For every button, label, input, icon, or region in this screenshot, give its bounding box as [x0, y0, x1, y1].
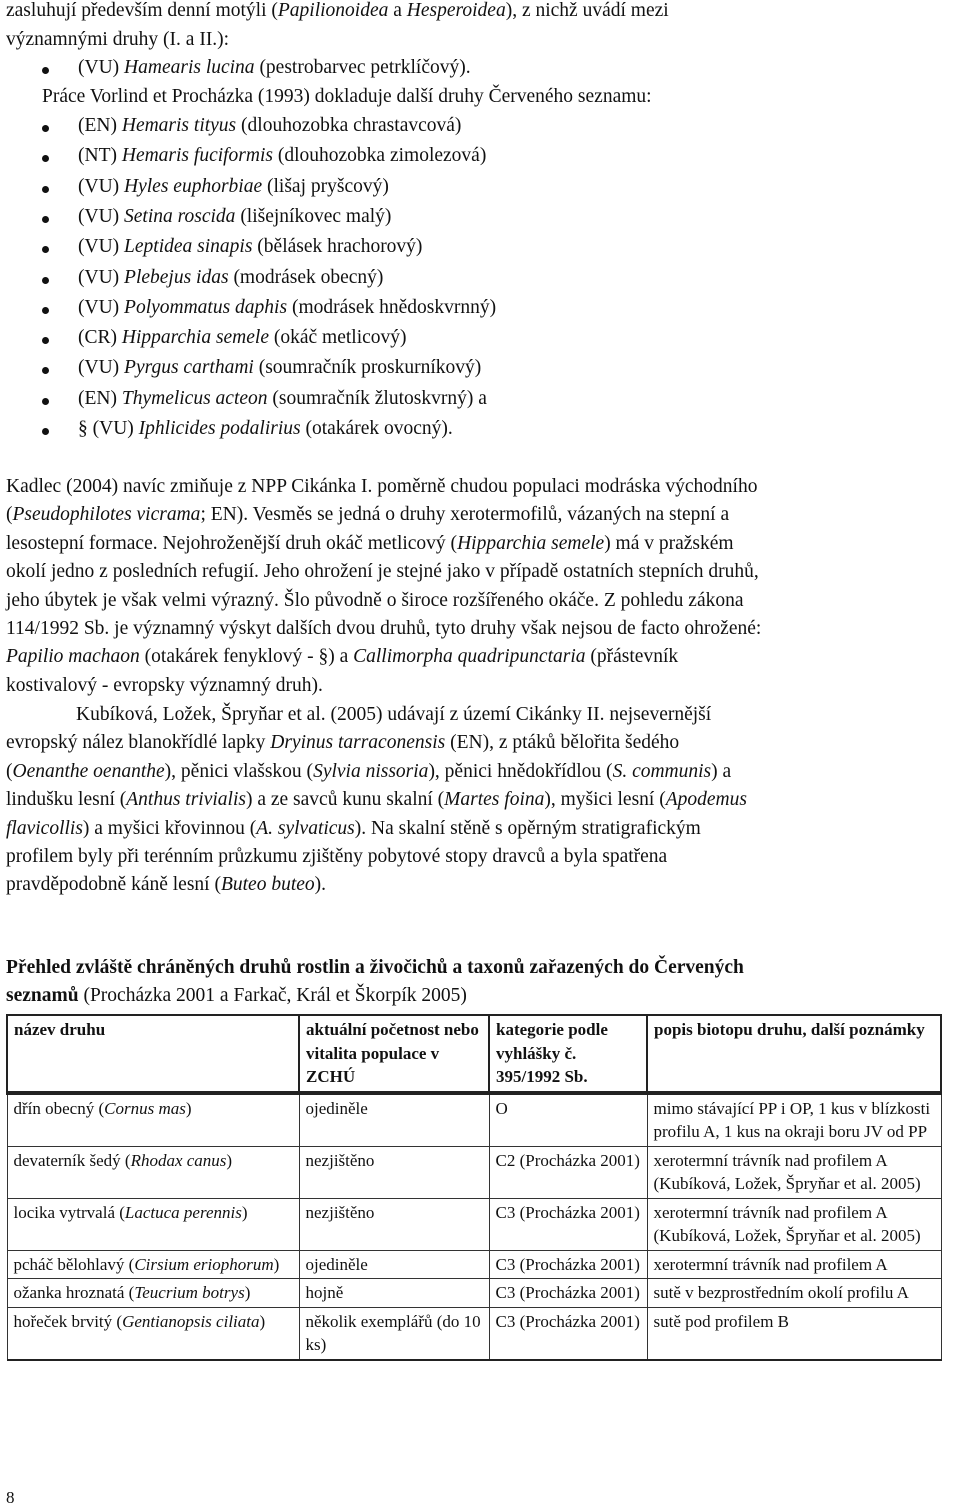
section-title-line-1: Přehled zvláště chráněných druhů rostlin a živočichů a taxonů zařazených do Červených [6, 957, 744, 978]
table-row [7, 1250, 941, 1279]
species-item: § (VU) Iphlicides podalirius (otakárek ovocný). [78, 418, 453, 439]
header-name: název druhu [7, 1015, 299, 1093]
bullet-dot [42, 246, 49, 253]
cell-notes: sutě v bezprostředním okolí profilu A [647, 1279, 941, 1308]
species-item: (EN) Hemaris tityus (dlouhozobka chrastavcová) [78, 115, 462, 136]
intro-line-2: významnými druhy (I. a II.): [6, 29, 230, 50]
bullet-dot [42, 216, 49, 223]
species-item: (EN) Thymelicus acteon (soumračník žlutoskvrný) a [78, 387, 487, 409]
vorlind-line: Práce Vorlind et Procházka (1993) dokladuje další druhy Červeného seznamu: [42, 86, 652, 107]
table-row [7, 1146, 941, 1198]
cell-abundance: několik exemplářů (do 10 ks) [299, 1307, 489, 1360]
species-item: (NT) Hemaris fuciformis (dlouhozobka zimolezová) [78, 145, 487, 167]
section-title-line-2: seznamů (Procházka 2001 a Farkač, Král et Škorpík 2005) [6, 985, 467, 1006]
table-row [7, 1093, 941, 1147]
cell-abundance: hojně [299, 1279, 489, 1308]
table-row [7, 1279, 941, 1308]
species-item: (VU) Hyles euphorbiae (lišaj pryšcový) [78, 175, 389, 197]
page-number: 8 [6, 1488, 15, 1507]
table-row [7, 1307, 941, 1360]
cell-abundance: nezjištěno [299, 1198, 489, 1250]
species-item: (VU) Polyommatus daphis (modrásek hnědoskvrnný) [78, 296, 497, 318]
species-item: (CR) Hipparchia semele (okáč metlicový) [78, 327, 407, 349]
cell-abundance: nezjištěno [299, 1146, 489, 1198]
cell-name: ožanka hroznatá (Teucrium botrys) [7, 1279, 299, 1308]
species-table [6, 1014, 942, 1361]
bullet-dot [42, 337, 49, 344]
bullet-dot [42, 367, 49, 374]
bullet-dot [42, 277, 49, 284]
table-header-row [7, 1015, 941, 1093]
cell-name: devaterník šedý (Rhodax canus) [7, 1146, 299, 1198]
cell-category: C3 (Procházka 2001) [489, 1250, 647, 1279]
cell-name: hořeček brvitý (Gentianopsis ciliata) [7, 1307, 299, 1360]
bullet-dot [42, 428, 49, 435]
cell-notes: sutě pod profilem B [647, 1307, 941, 1360]
cell-abundance: ojediněle [299, 1250, 489, 1279]
paragraph-kadlec: Kadlec (2004) navíc zmiňuje z NPP Cikánka I. poměrně chudou populaci modráska východního (Pseudophilotes vicrama; EN). Vesměs se jedná o druhy xerotermofilů, vázaných na stepní a lesostepní formace. Nejohroženější druh okáč metlicový (Hipparchia semele) má v pražském okolí jedno z posledních refugií. Jeho ohrožení je stejné jako v případě ostatních stepních druhů, jeho úbytek je však velmi výrazný. Šlo původně o široce rozšířeného okáče. Z pohledu zákona 114/1992 Sb. je významný výskyt dalších dvou druhů, tyto druhy však nejsou de facto ohrožené: Papilio machaon (otakárek fenyklový - §) a Callimorpha quadripunctaria (přástevník kostivalový - evropsky významný druh). [6, 476, 762, 696]
cell-notes: mimo stávající PP i OP, 1 kus v blízkosti profilu A, 1 kus na okraji boru JV od PP [647, 1093, 941, 1147]
intro-line-1: zasluhují především denní motýli (Papilionoidea a Hesperoidea), z nichž uvádí mezi [6, 0, 669, 21]
cell-category: C3 (Procházka 2001) [489, 1279, 647, 1308]
cell-category: C3 (Procházka 2001) [489, 1307, 647, 1360]
header-abundance: aktuální početnost nebo vitalita populace v ZCHÚ [299, 1015, 489, 1093]
bullet-dot [42, 125, 49, 132]
cell-notes: xerotermní trávník nad profilem A [647, 1250, 941, 1279]
cell-name: pcháč bělohlavý (Cirsium eriophorum) [7, 1250, 299, 1279]
species-item: (VU) Hamearis lucina (pestrobarvec petrklíčový). [78, 57, 471, 78]
bullet-dot [42, 155, 49, 162]
cell-category: O [489, 1093, 647, 1147]
bullet-dot [42, 67, 49, 74]
species-item: (VU) Setina roscida (lišejníkovec malý) [78, 205, 392, 227]
cell-abundance: ojediněle [299, 1093, 489, 1147]
bullet-dot [42, 398, 49, 405]
cell-name: locika vytrvalá (Lactuca perennis) [7, 1198, 299, 1250]
header-notes: popis biotopu druhu, další poznámky [647, 1015, 941, 1093]
paragraph-kubikova: Kubíková, Ložek, Špryňar et al. (2005) udávají z území Cikánky II. nejsevernější evropský nález blanokřídlé lapky Dryinus tarraconensis (EN), z ptáků bělořita šedého (Oenanthe oenanthe), pěnici vlašskou (Sylvia nissoria), pěnici hnědokřídlou (S. communis) a lindušku lesní (Anthus trivialis) a ze savců kunu skalní (Martes foina), myšici lesní (Apodemus flavicollis) a myšici křovinnou (A. sylvaticus). Na skalní stěně s opěrným stratigrafickým profilem byly při terénním průzkumu zjištěny pobytové stopy dravců a byla spatřena pravděpodobně káně lesní (Buteo buteo). [6, 704, 747, 896]
species-item: (VU) Leptidea sinapis (bělásek hrachorový) [78, 236, 423, 258]
bullet-dot [42, 307, 49, 314]
species-item: (VU) Pyrgus carthami (soumračník proskurníkový) [78, 357, 482, 379]
species-item: (VU) Plebejus idas (modrásek obecný) [78, 266, 384, 288]
cell-category: C3 (Procházka 2001) [489, 1198, 647, 1250]
header-category: kategorie podle vyhlášky č. 395/1992 Sb. [489, 1015, 647, 1093]
cell-name: dřín obecný (Cornus mas) [7, 1093, 299, 1147]
cell-category: C2 (Procházka 2001) [489, 1146, 647, 1198]
table-row [7, 1198, 941, 1250]
cell-notes: xerotermní trávník nad profilem A (Kubíková, Ložek, Špryňar et al. 2005) [647, 1198, 941, 1250]
bullet-dot [42, 186, 49, 193]
cell-notes: xerotermní trávník nad profilem A (Kubíková, Ložek, Špryňar et al. 2005) [647, 1146, 941, 1198]
